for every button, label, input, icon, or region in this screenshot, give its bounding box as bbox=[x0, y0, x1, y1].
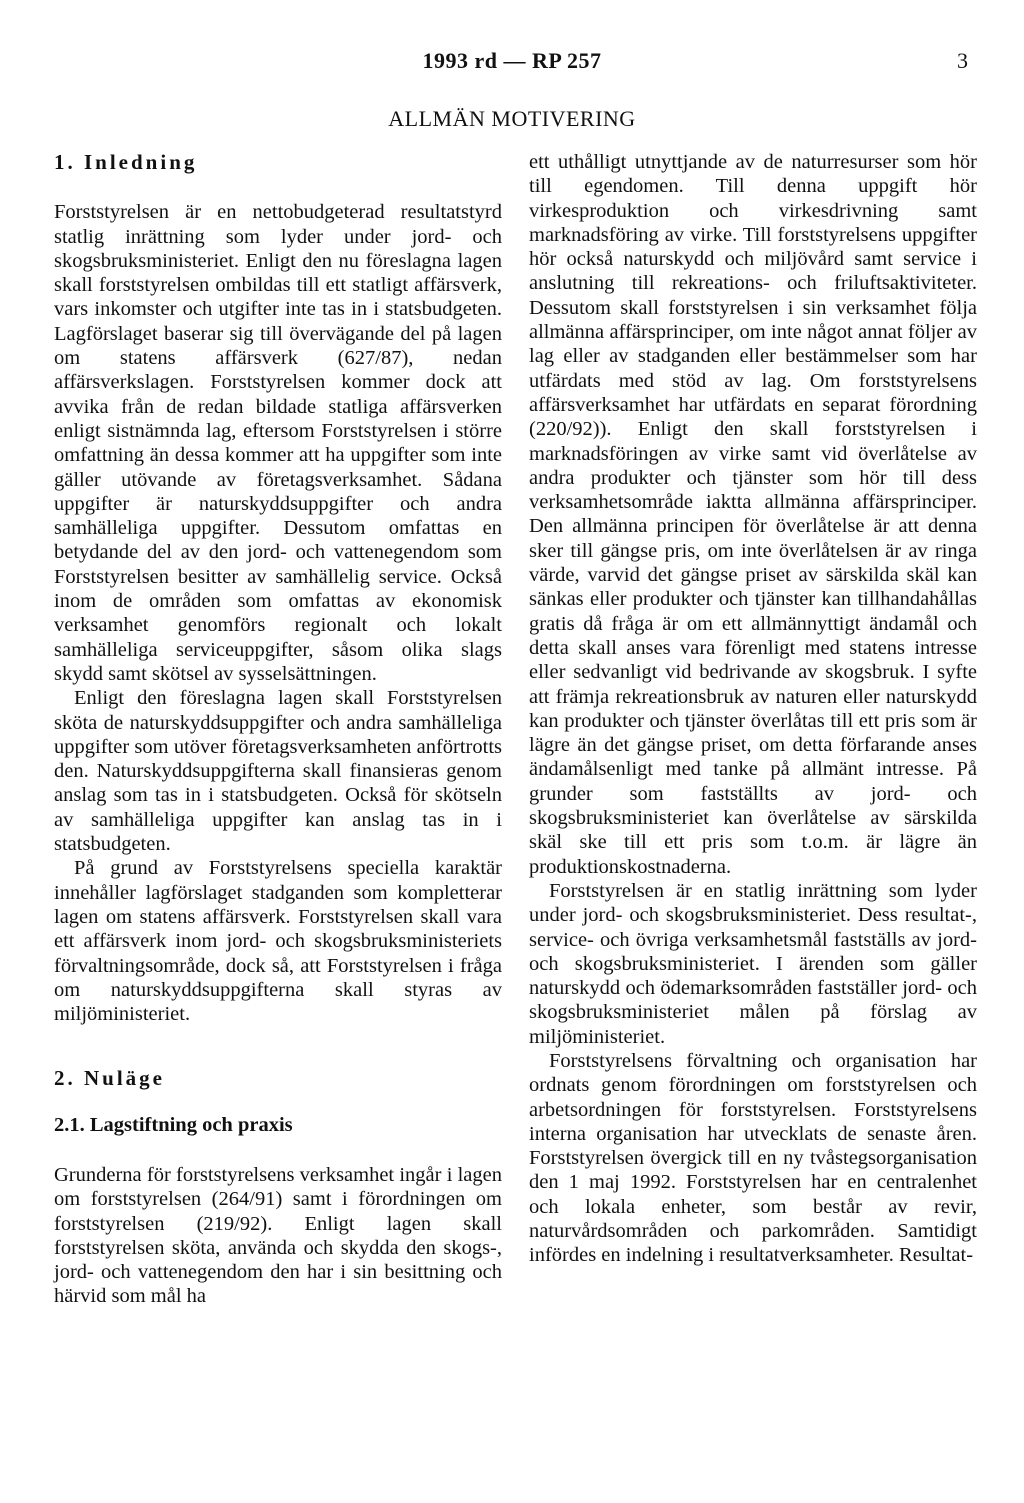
spacer bbox=[54, 1026, 502, 1066]
spacer bbox=[54, 1091, 502, 1113]
subsection-heading-lagstiftning: 2.1. Lagstiftning och praxis bbox=[54, 1113, 293, 1136]
running-header bbox=[0, 48, 1024, 78]
page-number: 3 bbox=[957, 48, 968, 73]
section-heading-nulage: 2. Nuläge bbox=[54, 1066, 165, 1091]
paragraph: ett uthålligt utnyttjande av de naturresurser som hör till egendomen. Till denna uppgift hör virkesproduktion och virkesdrivning samt marknadsföring av virke. Till forststyrelsens uppgifter hör också naturskydd och miljövård samt service i anslutning till rekreations- och friluftsaktiviteter. Dessutom skall forststyrelsen i sin verksamhet följa allmänna affärsprinciper, om inte något annat följer av lag eller av stadganden eller bestämmelser som har utfärdats med stöd av lag. Om forststyrelsens affärsverksamhet har utfärdats en separat förordning (220/92)). Enligt den skall forststyrelsen i marknadsföringen av virke samt vid överlåtelse av andra produkter och tjänster som hör till dess verksamhetsområde iaktta allmänna affärsprinciper. Den allmänna principen för överlåtelse är att denna sker till gängse pris, om inte överlåtelsen är av ringa värde, varvid det gängse priset av särskilda skäl kan sänkas eller produkter och tjänster kan tillhandahållas gratis då fråga är om ett allmännyttigt ändamål och detta skall anses vara förenligt med statens intresse eller sedvanligt vid bedrivande av skogsbruk. I syfte att främja rekreationsbruk av naturen eller naturskydd kan produkter och tjänster överlåtas till ett pris som är lägre än det gängse priset, om detta förfarande anses ändamålsenligt med tanke på allmänt intresse. På grunder som fastställts av jord- och skogsbruksministeriet kan överlåtelse av särskilda skäl ske till ett pris som t.o.m. är lägre än produktionskostnaderna. bbox=[529, 151, 977, 878]
spacer bbox=[54, 1137, 502, 1163]
paragraph: Forststyrelsens förvaltning och organisation har ordnats genom förordningen om forststyrelsen och arbetsordningen för forststyrelsen. Forststyrelsens interna organisation har utvecklats de senaste åren. Forststyrelsen övergick till en ny tvåstegsorganisation den 1 maj 1992. Forststyrelsen har en centralenhet och lokala enheter, som består av revir, naturvårdsområden och parkområden. Samtidigt infördes en indelning i resultatverksamheter. Resultat- bbox=[529, 1049, 977, 1267]
section-heading-inledning: 1. Inledning bbox=[54, 150, 198, 174]
paragraph: På grund av Forststyrelsens speciella karaktär innehåller lagförslaget stadganden som kompletterar lagen om statens affärsverk. Forststyrelsen skall vara ett affärsverk inom jord- och skogsbruksministeriets förvaltningsområde, dock så, att Forststyrelsen i fråga om naturskyddsuppgifterna skall styras av miljöministeriet. bbox=[54, 857, 502, 1026]
paragraph: Grunderna för forststyrelsens verksamhet ingår i lagen om forststyrelsen (264/91) samt i förordningen om forststyrelsen (219/92). Enligt lagen skall forststyrelsen sköta, använda och skydda den skogs-, jord- och vattenegendom den har i sin besittning och härvid som mål ha bbox=[54, 1163, 502, 1308]
paragraph: Forststyrelsen är en nettobudgeterad resultatstyrd statlig inrättning som lyder under jord- och skogsbruksministeriet. Enligt den nu föreslagna lagen skall forststyrelsen ombildas till ett statligt affärsverk, vars inkomster och utgifter inte tas in i statsbudgeten. Lagförslaget baserar sig till övervägande del på lagen om statens affärsverk (627/87), nedan affärsverkslagen. Forststyrelsen kommer dock att avvika från de redan bildade statliga affärsverken enligt sistnämnda lag, eftersom Forststyrelsen i större omfattning än dessa kommer att ha uppgifter som inte gäller utövande av företagsverksamhet. Sådana uppgifter är naturskyddsuppgifter och andra samhälleliga uppgifter. Dessutom omfattas en betydande del av den jord- och vattenegendom som Forststyrelsen besitter av samhällelig service. Också inom de områden som omfattas av ekonomisk verksamhet genomförs regionalt och lokalt samhälleliga serviceuppgifter, såsom olika slags skydd samt skötsel av sysselsättningen. bbox=[54, 201, 502, 685]
left-column bbox=[54, 150, 502, 1309]
right-column bbox=[529, 150, 977, 1268]
running-title: 1993 rd — RP 257 bbox=[422, 48, 602, 73]
spacer bbox=[54, 174, 502, 200]
main-heading: ALLMÄN MOTIVERING bbox=[388, 106, 636, 131]
paragraph: Enligt den föreslagna lagen skall Forststyrelsen sköta de naturskyddsuppgifter och andra samhälleliga uppgifter som utöver företagsverksamheten anförtrotts den. Naturskyddsuppgifterna skall finansieras genom anslag som tas in i statsbudgeten. Också för skötseln av samhälleliga uppgifter kan anslag tas in i statsbudgeten. bbox=[54, 687, 502, 856]
paragraph: Forststyrelsen är en statlig inrättning som lyder under jord- och skogsbruksministeriet. Dess resultat-, service- och övriga verksamhetsmål fastställs av jord- och skogsbruksministeriet. I ärenden som gäller naturskydd och ödemarksområden fastställer jord- och skogsbruksministeriet målen på förslag av miljöministeriet. bbox=[529, 879, 977, 1048]
